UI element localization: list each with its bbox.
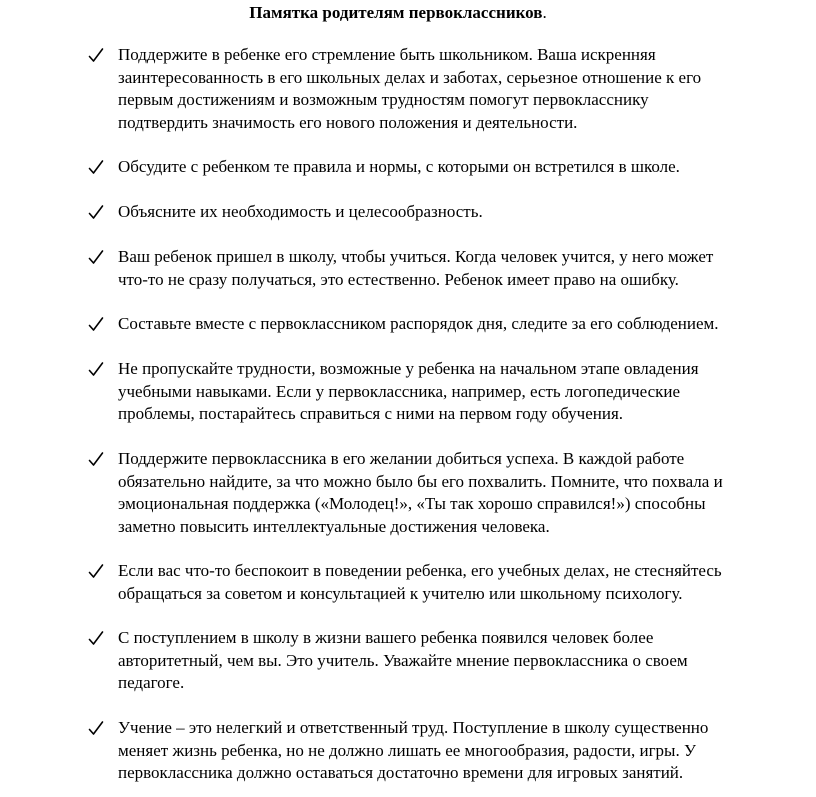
text-line: меняет жизнь ребенка, но не должно лишать ее многообразия, радости, игры. У [118, 740, 697, 760]
title-text: Памятка родителям первоклассников [249, 3, 543, 22]
text-line: проблемы, постарайтесь справиться с ними на первом году обучения. [118, 404, 624, 424]
checkmark-icon [88, 358, 104, 380]
text-line: эмоциональная поддержка («Молодец!», «Ты так хорошо справился!») способны [118, 494, 706, 514]
title-period: . [542, 3, 547, 22]
checkmark-icon [88, 448, 104, 470]
checkmark-icon [88, 627, 104, 649]
text-line: Составьте вместе с первоклассником распорядок дня, следите за его соблюдением. [118, 314, 719, 333]
text-line: заметно повысить интеллектуальные достижения человека. [118, 516, 550, 536]
text-line: Поддержите первоклассника в его желании добиться успеха. В каждой работе [118, 449, 685, 468]
text-line: первым достижениям и возможным трудностям помогут первокласснику [118, 90, 649, 110]
text-line: первоклассника должно оставаться достаточно времени для игровых занятий. [118, 763, 684, 783]
list-item-text [118, 156, 808, 179]
checkmark-icon [88, 201, 104, 223]
list-item-text [118, 448, 808, 538]
checkmark-icon [88, 560, 104, 582]
checkmark-icon [88, 717, 104, 739]
text-line: обязательно найдите, за что можно было бы его похвалить. Помните, что похвала и [118, 471, 723, 491]
text-line: заинтересованность в его школьных делах и заботах, серьезное отношение к его [118, 67, 702, 87]
text-line: подтвердить значимость его нового положения и деятельности. [118, 112, 578, 132]
checkmark-icon [88, 156, 104, 178]
list-item-text [118, 627, 808, 695]
text-line: Учение – это нелегкий и ответственный труд. Поступление в школу существенно [118, 718, 709, 737]
text-line: что-то не сразу получаться, это естественно. Ребенок имеет право на ошибку. [118, 269, 679, 289]
list-item-text [118, 313, 808, 336]
list-item-text [118, 246, 808, 291]
text-line: Обсудите с ребенком те правила и нормы, с которыми он встретился в школе. [118, 157, 680, 176]
text-line: обращаться за советом и консультацией к учителю или школьному психологу. [118, 583, 683, 603]
checkmark-icon [88, 246, 104, 268]
list-item-text [118, 201, 808, 224]
text-line: Объясните их необходимость и целесообразность. [118, 202, 483, 221]
text-line: учебными навыками. Если у первоклассника, например, есть логопедические [118, 381, 681, 401]
text-line: авторитетный, чем вы. Это учитель. Уважайте мнение первоклассника о своем [118, 650, 688, 670]
list-item-text [118, 358, 808, 426]
text-line: педагоге. [118, 673, 185, 693]
page-title [0, 2, 816, 24]
list-item-text [118, 44, 808, 134]
list-item-text [118, 717, 808, 785]
text-line: Поддержите в ребенке его стремление быть школьником. Ваша искренняя [118, 45, 656, 64]
text-line: С поступлением в школу в жизни вашего ребенка появился человек более [118, 628, 654, 647]
checkmark-icon [88, 313, 104, 335]
list-item-text [118, 560, 808, 605]
text-line: Не пропускайте трудности, возможные у ребенка на начальном этапе овладения [118, 359, 699, 378]
text-line: Если вас что-то беспокоит в поведении ребенка, его учебных делах, не стесняйтесь [118, 561, 722, 580]
checkmark-icon [88, 44, 104, 66]
text-line: Ваш ребенок пришел в школу, чтобы учиться. Когда человек учится, у него может [118, 247, 714, 266]
